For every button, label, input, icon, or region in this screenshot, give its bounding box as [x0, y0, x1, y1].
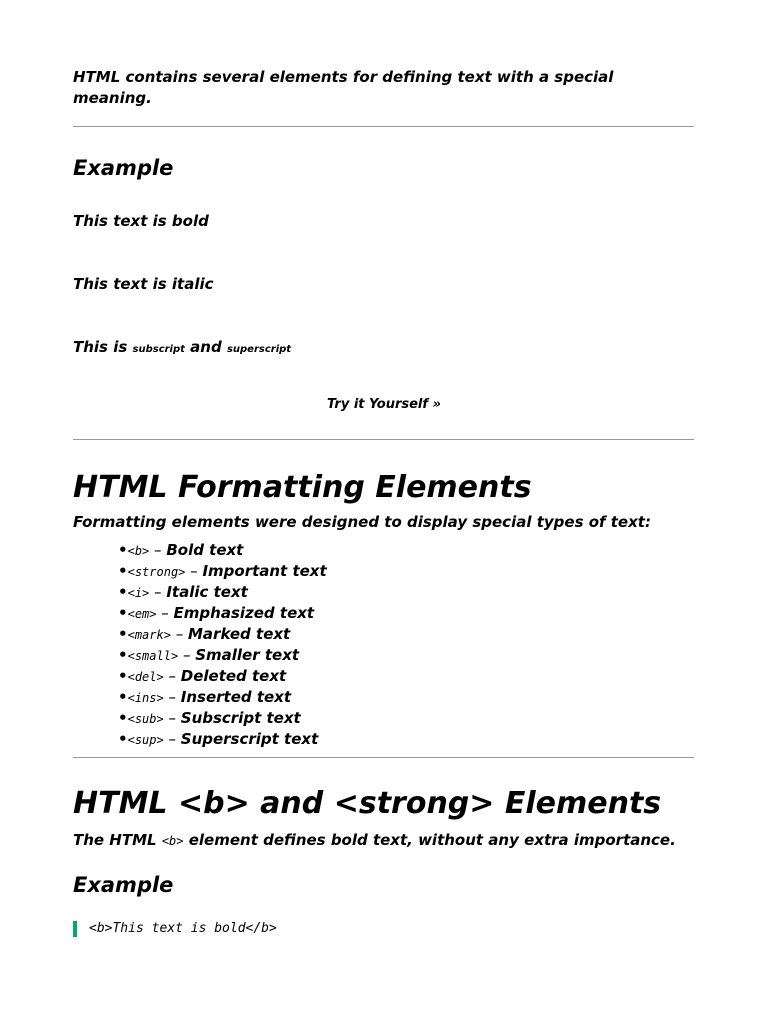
- bullet-icon: •: [118, 667, 128, 685]
- formatting-list-item: [118, 708, 327, 729]
- item-description: Emphasized text: [173, 604, 315, 622]
- tag-code: <small>: [127, 649, 179, 663]
- bullet-icon: •: [118, 730, 128, 748]
- bullet-icon: •: [118, 583, 128, 601]
- formatting-list-item: [118, 624, 327, 645]
- dash-separator: –: [149, 541, 167, 559]
- sub-and: and: [190, 338, 222, 356]
- tag-code: <ins>: [127, 691, 164, 705]
- dash-separator: –: [156, 604, 174, 622]
- dash-separator: –: [163, 688, 181, 706]
- tag-code: <sup>: [127, 733, 164, 747]
- code-example: [73, 921, 277, 937]
- formatting-list-item: [118, 561, 327, 582]
- dash-separator: –: [185, 562, 203, 580]
- tag-code: <em>: [127, 607, 157, 621]
- bullet-icon: •: [118, 604, 128, 622]
- formatting-list-item: [118, 540, 327, 561]
- tag-code: <sub>: [127, 712, 164, 726]
- item-description: Smaller text: [195, 646, 300, 664]
- item-description: Deleted text: [180, 667, 287, 685]
- formatting-title: HTML Formatting Elements: [73, 470, 532, 505]
- b-strong-title: HTML <b> and <strong> Elements: [73, 786, 662, 821]
- formatting-description: Formatting elements were designed to display special types of text:: [73, 513, 651, 531]
- item-description: Superscript text: [180, 730, 319, 748]
- example-heading: Example: [73, 156, 174, 180]
- code-text: <b>This text is bold</b>: [89, 921, 277, 936]
- item-description: Subscript text: [180, 709, 301, 727]
- desc-tag: <b>: [161, 834, 184, 848]
- dash-separator: –: [163, 730, 181, 748]
- superscript-word: superscript: [226, 344, 292, 355]
- tag-code: <mark>: [127, 628, 171, 642]
- tag-code: <b>: [127, 544, 150, 558]
- bullet-icon: •: [118, 541, 128, 559]
- dash-separator: –: [163, 709, 181, 727]
- try-it-yourself-link[interactable]: Try it Yourself »: [326, 397, 442, 412]
- formatting-list-item: [118, 687, 327, 708]
- formatting-list-item: [118, 645, 327, 666]
- example-heading: Example: [73, 873, 174, 897]
- item-description: Italic text: [166, 583, 248, 601]
- formatting-list: [118, 540, 327, 750]
- example-bold-line: This text is bold: [73, 212, 209, 230]
- dash-separator: –: [163, 667, 181, 685]
- sub-prefix: This is: [73, 338, 128, 356]
- divider: [73, 757, 694, 758]
- item-description: Bold text: [166, 541, 244, 559]
- bullet-icon: •: [118, 709, 128, 727]
- tag-code: <i>: [127, 586, 150, 600]
- bullet-icon: •: [118, 562, 128, 580]
- item-description: Marked text: [188, 625, 291, 643]
- item-description: Inserted text: [180, 688, 292, 706]
- tag-code: <del>: [127, 670, 164, 684]
- bullet-icon: •: [118, 625, 128, 643]
- desc-prefix: The HTML: [73, 831, 157, 849]
- tag-code: <strong>: [127, 565, 186, 579]
- formatting-list-item: [118, 666, 327, 687]
- dash-separator: –: [178, 646, 196, 664]
- subscript-word: subscript: [132, 344, 185, 355]
- formatting-list-item: [118, 603, 327, 624]
- dash-separator: –: [149, 583, 167, 601]
- formatting-list-item: [118, 729, 327, 750]
- divider: [73, 126, 694, 127]
- formatting-list-item: [118, 582, 327, 603]
- example-italic-line: This text is italic: [73, 275, 214, 293]
- example-sub-sup-line: [73, 337, 291, 360]
- bullet-icon: •: [118, 646, 128, 664]
- bullet-icon: •: [118, 688, 128, 706]
- item-description: Important text: [202, 562, 327, 580]
- desc-suffix: element defines bold text, without any extra importance.: [188, 831, 676, 849]
- intro-text: HTML contains several elements for defining text with a special meaning.: [73, 68, 614, 107]
- divider: [73, 439, 694, 440]
- b-strong-description: [73, 830, 676, 851]
- dash-separator: –: [170, 625, 188, 643]
